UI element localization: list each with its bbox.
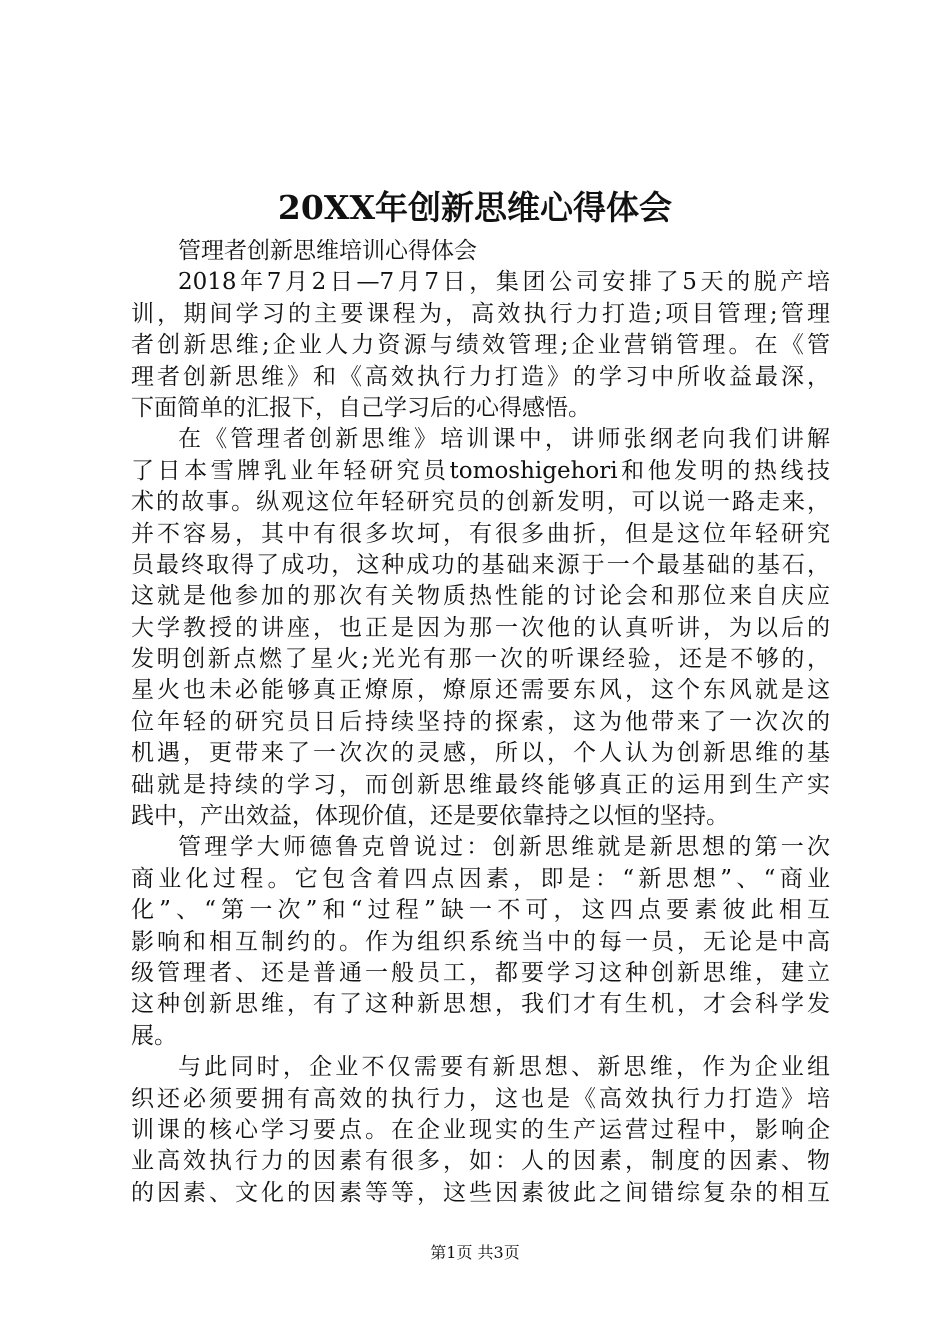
page-footer: 第1页 共3页 bbox=[430, 1243, 520, 1262]
text-line: 理者创新思维》和《高效执行力打造》的学习中所收益最深， bbox=[131, 363, 830, 390]
text-line: 业高效执行力的因素有很多，如：人的因素，制度的因素、物 bbox=[131, 1148, 830, 1175]
text-line: 并不容易，其中有很多坎坷，有很多曲折，但是这位年轻研究 bbox=[131, 520, 830, 547]
text-line: 2018年7月2日—7月7日，集团公司安排了5天的脱产培 bbox=[178, 269, 830, 296]
text-line: 者创新思维;企业人力资源与绩效管理;企业营销管理。在《管 bbox=[131, 332, 830, 359]
document-title: 20XX年创新思维心得体会 bbox=[277, 188, 673, 227]
text-line: 训，期间学习的主要课程为，高效执行力打造;项目管理;管理 bbox=[131, 300, 830, 327]
text-line: 术的故事。纵观这位年轻研究员的创新发明，可以说一路走来， bbox=[131, 489, 830, 516]
text-line: 员最终取得了成功，这种成功的基础来源于一个最基础的基石， bbox=[131, 551, 830, 578]
text-line: 这就是他参加的那次有关物质热性能的讨论会和那位来自庆应 bbox=[131, 583, 830, 610]
text-line: 与此同时，企业不仅需要有新思想、新思维，作为企业组 bbox=[178, 1054, 830, 1081]
text-line: 了日本雪牌乳业年轻研究员tomoshigehori和他发明的热线技 bbox=[131, 457, 830, 484]
text-line: 管理者创新思维培训心得体会 bbox=[178, 238, 477, 264]
text-line: 管理学大师德鲁克曾说过：创新思维就是新思想的第一次 bbox=[178, 834, 830, 861]
text-line: 这种创新思维，有了这种新思想，我们才有生机，才会科学发 bbox=[131, 991, 830, 1018]
text-line: 发明创新点燃了星火;光光有那一次的听课经验，还是不够的， bbox=[131, 646, 830, 673]
document-body bbox=[131, 236, 830, 1209]
text-line: 机遇，更带来了一次次的灵感，所以，个人认为创新思维的基 bbox=[131, 740, 830, 767]
text-line: 星火也未必能够真正燎原，燎原还需要东风，这个东风就是这 bbox=[131, 677, 830, 704]
text-line: 大学教授的讲座，也正是因为那一次他的认真听讲，为以后的 bbox=[131, 614, 830, 641]
text-line: 商业化过程。它包含着四点因素，即是：“新思想”、“商业 bbox=[131, 865, 830, 892]
text-line: 展。 bbox=[131, 1022, 177, 1049]
text-line: 化”、“第一次”和“过程”缺一不可，这四点要素彼此相互 bbox=[131, 897, 830, 924]
text-line: 础就是持续的学习，而创新思维最终能够真正的运用到生产实 bbox=[131, 771, 830, 798]
text-line: 织还必须要拥有高效的执行力，这也是《高效执行力打造》培 bbox=[131, 1085, 830, 1112]
text-line: 的因素、文化的因素等等，这些因素彼此之间错综复杂的相互 bbox=[131, 1179, 830, 1206]
text-line: 位年轻的研究员日后持续坚持的探索，这为他带来了一次次的 bbox=[131, 708, 830, 735]
text-line: 影响和相互制约的。作为组织系统当中的每一员，无论是中高 bbox=[131, 928, 830, 955]
text-line: 训课的核心学习要点。在企业现实的生产运营过程中，影响企 bbox=[131, 1116, 830, 1143]
text-line: 践中，产出效益，体现价值，还是要依靠持之以恒的坚持。 bbox=[131, 803, 729, 830]
text-line: 下面简单的汇报下，自己学习后的心得感悟。 bbox=[131, 394, 591, 421]
text-line: 在《管理者创新思维》培训课中，讲师张纲老向我们讲解 bbox=[178, 426, 830, 453]
text-line: 级管理者、还是普通一般员工，都要学习这种创新思维，建立 bbox=[131, 959, 830, 986]
